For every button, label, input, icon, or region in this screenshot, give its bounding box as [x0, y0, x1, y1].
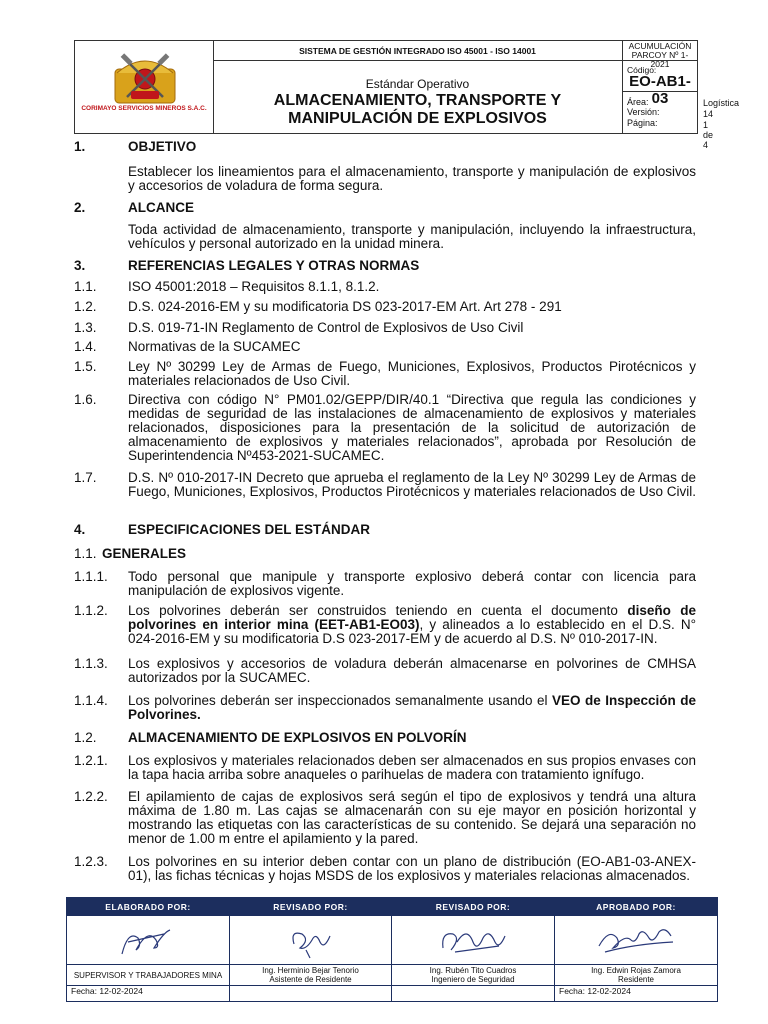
- document-reference: VEO de Inspección de Polvorines.: [128, 693, 696, 722]
- column-reviewed-1: [230, 898, 392, 1001]
- signer-name: [230, 965, 391, 986]
- item-text: Directiva con código N° PM01.02/GEPP/DIR/40.1 “Directiva que regula las condiciones y medidas de seguridad de las instalaciones de almacenamiento de explosivos y materiales relacionados, disposiciones para la presentación de la solicitud de autorización de almacenamiento de explosivos y materiales relacionados”, aprobada por Resolución de Superintendencia Nº453-2021-SUCAMEC.: [128, 392, 696, 463]
- page-label: Página:: [627, 118, 658, 128]
- company-name: CORIMAYO SERVICIOS MINEROS S.A.C.: [81, 105, 207, 112]
- document-meta: [623, 61, 740, 150]
- item-text: D.S. Nº 010-2017-IN Decreto que aprueba el reglamento de la Ley Nº 30299 Ley de Armas de Fuego, Municiones, Explosivos, Productos Pirotécnicos y materiales relacionados de Uso Civil.: [128, 470, 697, 499]
- item-text: Los explosivos y materiales relacionados deben ser almacenados en sus propios envases con la tapa hacia arriba sobre anaqueles o parihuelas de madera con tratamiento ignífugo.: [128, 753, 696, 782]
- code-label: Código:: [627, 65, 657, 75]
- item-text: ISO 45001:2018 – Requisitos 8.1.1, 8.1.2.: [128, 279, 380, 294]
- document-title-line2: MANIPULACIÓN DE EXPLOSIVOS: [288, 110, 547, 127]
- title-box: [213, 61, 623, 133]
- column-header: ELABORADO POR:: [67, 898, 229, 916]
- approval-table: [66, 897, 718, 1002]
- section-number: 2.: [74, 200, 86, 215]
- signature-area: [230, 916, 391, 965]
- version-value: 14: [703, 109, 714, 119]
- signer-full-name: Ing. Herminio Bejar Tenorio: [262, 966, 359, 975]
- signature-date: Fecha: 12-02-2024: [559, 986, 631, 996]
- item-number: 1.1.1.: [74, 569, 108, 584]
- signature-date: Fecha: 12-02-2024: [71, 986, 143, 996]
- item-text: Los explosivos y accesorios de voladura deberán almacenarse en polvorines de CMHSA autorizados por la SUCAMEC.: [128, 656, 696, 685]
- item-number: 1.6.: [74, 392, 97, 407]
- text-run: , y alineados a lo establecido en el D.S. N° 024-2016-EM y su modificatoria D.S 023-2017-EM y de acuerdo al D.S. Nº 010-2017-IN.: [128, 617, 696, 646]
- company-logo: [105, 47, 185, 107]
- signer-full-name: Ing. Rubén Tito Cuadros: [429, 966, 517, 975]
- item-number: 1.2.2.: [74, 789, 108, 804]
- item-number: 1.2.3.: [74, 854, 108, 869]
- paragraph-text: Toda actividad de almacenamiento, transporte y manipulación, incluyendo la infraestructura, vehículos y personal autorizado en la unidad minera.: [128, 222, 696, 251]
- signer-full-name: Ing. Edwin Rojas Zamora: [591, 966, 681, 975]
- item-number: 1.5.: [74, 359, 97, 374]
- page-value: 1 de 4: [703, 120, 714, 150]
- document-reference: diseño de polvorines en interior mina (EET-AB1-EO03): [128, 603, 696, 632]
- accumulation-label: ACUMULACIÓN PARCOY Nº 1-2021: [623, 41, 697, 61]
- item-number: 1.1.4.: [74, 693, 108, 708]
- column-header: REVISADO POR:: [230, 898, 391, 916]
- subsection-title: ALMACENAMIENTO DE EXPLOSIVOS EN POLVORÍN: [128, 730, 467, 745]
- signer-name: [555, 965, 717, 986]
- item-text: Todo personal que manipule y transporte explosivo deberá contar con licencia para manipulación de explosivos vigente.: [128, 569, 696, 598]
- section-number: 4.: [74, 522, 86, 537]
- item-number: 1.2.: [74, 299, 97, 314]
- item-number: 1.1.: [74, 279, 97, 294]
- management-system: SISTEMA DE GESTIÓN INTEGRADO ISO 45001 - ISO 14001: [213, 41, 623, 61]
- signer-role: Asistente de Residente: [269, 975, 352, 984]
- subsection-number: 1.2.: [74, 730, 97, 745]
- item-text: [128, 694, 696, 722]
- section-title: ALCANCE: [128, 200, 194, 215]
- area-value: Logística: [703, 98, 740, 108]
- standard-type: Estándar Operativo: [365, 77, 470, 91]
- signature-area: [392, 916, 554, 965]
- item-number: 1.2.1.: [74, 753, 108, 768]
- item-number: 1.7.: [74, 470, 97, 485]
- section-title: ESPECIFICACIONES DEL ESTÁNDAR: [128, 522, 371, 537]
- item-text: Normativas de la SUCAMEC: [128, 339, 301, 354]
- section-title: REFERENCIAS LEGALES Y OTRAS NORMAS: [128, 258, 420, 273]
- signer-role: Ingeniero de Seguridad: [431, 975, 515, 984]
- signature-image: [276, 920, 346, 962]
- item-number: 1.4.: [74, 339, 97, 354]
- item-number: 1.1.3.: [74, 656, 108, 671]
- column-prepared: [67, 898, 230, 1001]
- item-number: 1.1.2.: [74, 603, 108, 618]
- column-header: REVISADO POR:: [392, 898, 554, 916]
- signature-image: [591, 920, 681, 962]
- signature-image: [433, 920, 513, 962]
- text-run: Los polvorines deberán ser inspeccionados semanalmente usando el: [128, 693, 552, 708]
- item-number: 1.3.: [74, 320, 97, 335]
- column-approved: [555, 898, 717, 1001]
- subsection-title: GENERALES: [102, 546, 187, 561]
- signature-area: [555, 916, 717, 965]
- column-reviewed-2: [392, 898, 555, 1001]
- column-header: APROBADO POR:: [555, 898, 717, 916]
- meta-divider: [623, 91, 697, 92]
- item-text: El apilamiento de cajas de explosivos será según el tipo de explosivos y tendrá una altura máxima de 1.80 m. Las cajas se almacenarán con su eje mayor en posición horizontal y mostrando las etiquetas con las características de su contenido. Se dejará una separación no menor de 1.00 m entre el apilamiento y la pared.: [128, 789, 696, 846]
- signature-area: [67, 916, 229, 965]
- subsection-number: 1.1.: [74, 546, 97, 561]
- document-title-line1: ALMACENAMIENTO, TRANSPORTE Y: [273, 92, 562, 109]
- text-run: Los polvorines deberán ser construidos teniendo en cuenta el documento: [128, 603, 628, 618]
- paragraph-text: Establecer los lineamientos para el almacenamiento, transporte y manipulación de explosivos y accesorios de voladura de forma segura.: [128, 164, 696, 193]
- item-text: Ley Nº 30299 Ley de Armas de Fuego, Municiones, Explosivos, Productos Pirotécnicos y materiales relacionados de Uso Civil.: [128, 359, 696, 388]
- section-number: 3.: [74, 258, 86, 273]
- section-number: 1.: [74, 139, 86, 154]
- signer-role: SUPERVISOR Y TRABAJADORES MINA: [73, 970, 223, 980]
- section-title: OBJETIVO: [128, 139, 197, 154]
- version-label: Versión:: [627, 107, 660, 117]
- signer-role: Residente: [617, 975, 655, 984]
- item-text: D.S. 019-71-IN Reglamento de Control de Explosivos de Uso Civil: [128, 320, 524, 335]
- signer-name: [392, 965, 554, 986]
- item-text: Los polvorines en su interior deben contar con un plano de distribución (EO-AB1-03-ANEX-01), las fichas técnicas y hojas MSDS de los explosivos y materiales relacionas almacenados.: [128, 854, 696, 883]
- item-text: [128, 604, 696, 646]
- logo-cell: [75, 41, 214, 133]
- document-code: EO-AB1-03: [629, 73, 691, 107]
- signer-name: [67, 965, 229, 986]
- area-label: Área:: [627, 97, 649, 107]
- item-text: D.S. 024-2016-EM y su modificatoria DS 023-2017-EM Art. Art 278 - 291: [128, 299, 562, 314]
- signature-image: [108, 920, 188, 962]
